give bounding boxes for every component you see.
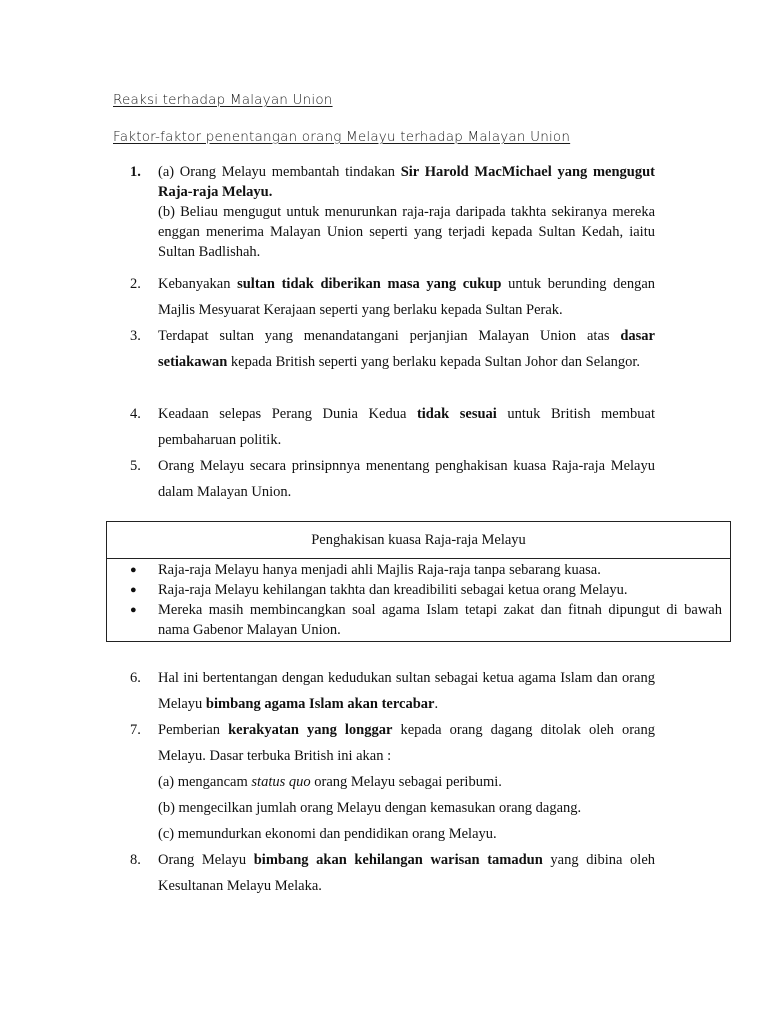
list-number: 3.	[130, 328, 141, 344]
list-number: 4.	[130, 406, 141, 422]
item-bold-text: dasar setiakawan	[158, 328, 655, 370]
item-text: untuk berunding dengan Majlis Mesyuarat Kerajaan seperti yang berlaku kepada Sultan Perak.	[158, 276, 656, 318]
item-text: Pemberian	[158, 722, 229, 738]
list-item-body	[158, 665, 655, 717]
item-text: untuk British membuat pembaharuan politik.	[158, 406, 655, 448]
item-text: kepada British seperti yang berlaku kepada Sultan Johor dan Selangor.	[227, 354, 641, 370]
list-number: 8.	[130, 852, 141, 868]
list-item-7	[130, 717, 655, 847]
list-item-body	[158, 271, 655, 323]
list-item-body	[158, 717, 655, 847]
list-number: 2.	[130, 276, 141, 292]
info-box-bullet-item	[107, 580, 730, 600]
item-text: Terdapat sultan yang menandatangani perjanjian Malayan Union atas	[158, 328, 621, 344]
item-text: .	[434, 696, 439, 712]
page-heading: Reaksi terhadap Malayan Union	[113, 92, 333, 108]
section-subheading: Faktor-faktor penentangan orang Melayu terhadap Malayan Union	[113, 129, 571, 145]
item-1b-text: (b) Beliau mengugut untuk menurunkan raja-raja daripada takhta sekiranya mereka enggan menerima Malayan Union seperti yang terjadi kepada Sultan Kedah, iaitu Sultan Badlishah.	[158, 204, 655, 260]
list-item-body	[158, 401, 655, 453]
info-box-title: Penghakisan kuasa Raja-raja Melayu	[107, 522, 730, 559]
bullet-icon: ●	[130, 584, 137, 596]
list-item-3	[130, 323, 655, 375]
item-7b-text: (b) mengecilkan jumlah orang Melayu dengan kemasukan orang dagang.	[158, 800, 582, 816]
item-text: kepada orang dagang ditolak oleh orang Melayu. Dasar terbuka British ini akan :	[158, 722, 655, 764]
list-item-2	[130, 271, 655, 323]
list-number: 7.	[130, 722, 141, 738]
item-1a-bold: Sir Harold MacMichael yang mengugut Raja-raja Melayu.	[158, 164, 655, 200]
list-item-8	[130, 847, 655, 899]
item-text: Orang Melayu	[158, 852, 254, 868]
list-item-4	[130, 401, 655, 453]
item-text: Kebanyakan	[158, 276, 238, 292]
info-box-list	[107, 559, 730, 640]
item-text: yang dibina oleh Kesultanan Melayu Melaka.	[158, 852, 656, 894]
list-number: 5.	[130, 458, 141, 474]
list-item-body: Orang Melayu secara prinsipnnya menentang penghakisan kuasa Raja-raja Melayu dalam Malayan Union.	[158, 458, 655, 500]
bullet-icon: ●	[130, 604, 137, 616]
list-number: 1.	[130, 164, 141, 180]
item-text: Keadaan selepas Perang Dunia Kedua	[158, 406, 417, 422]
bullet-text: Raja-raja Melayu kehilangan takhta dan kreadibiliti sebagai ketua orang Melayu.	[158, 582, 628, 598]
info-box-bullet-item	[107, 560, 730, 580]
item-7a-text	[158, 769, 655, 795]
item-bold-text: bimbang agama Islam akan tercabar	[205, 696, 435, 712]
item-bold-text: sultan tidak diberikan masa yang cukup	[237, 276, 502, 292]
list-item-body	[158, 847, 655, 899]
list-item-body	[158, 162, 655, 262]
info-box-bullet-item	[107, 600, 730, 640]
item-text: (a) mengancam	[158, 774, 252, 790]
info-box	[106, 521, 731, 642]
bullet-text: Mereka masih membincangkan soal agama Islam tetapi zakat dan fitnah dipungut di bawah nama Gabenor Malayan Union.	[158, 602, 722, 638]
item-bold-text: tidak sesuai	[416, 406, 497, 422]
item-text: orang Melayu sebagai peribumi.	[310, 774, 502, 790]
list-item-5	[130, 453, 655, 505]
bullet-text: Raja-raja Melayu hanya menjadi ahli Majlis Raja-raja tanpa sebarang kuasa.	[158, 562, 601, 578]
list-number: 6.	[130, 670, 141, 686]
bullet-icon: ●	[130, 564, 137, 576]
list-item-body	[158, 323, 655, 375]
item-italic-text: status quo	[251, 774, 311, 790]
list-item-6	[130, 665, 655, 717]
item-7c-text: (c) memundurkan ekonomi dan pendidikan orang Melayu.	[158, 826, 497, 842]
list-item-1	[130, 162, 655, 262]
item-bold-text: kerakyatan yang longgar	[228, 722, 393, 738]
item-text: Hal ini bertentangan dengan kedudukan sultan sebagai ketua agama Islam dan orang Melayu	[158, 670, 655, 712]
item-1a-label: (a) Orang Melayu membantah tindakan	[158, 164, 401, 180]
item-bold-text: bimbang akan kehilangan warisan tamadun	[253, 852, 543, 868]
